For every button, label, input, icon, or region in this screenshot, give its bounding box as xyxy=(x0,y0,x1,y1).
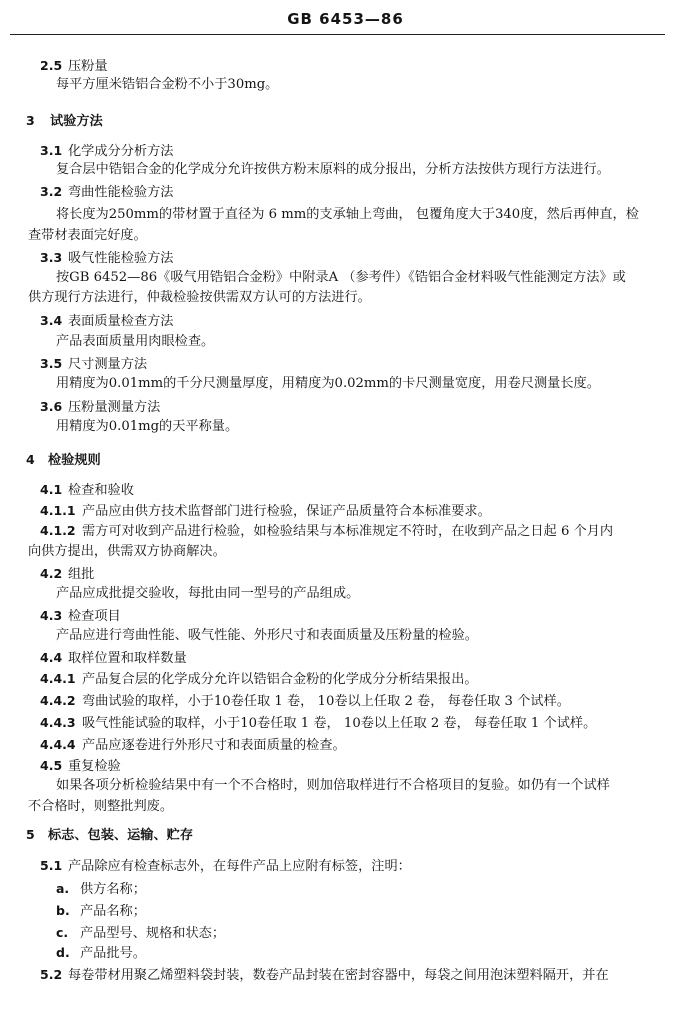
body-line xyxy=(56,375,600,393)
clause-number: 4.4.1 xyxy=(40,671,76,686)
line-text: 检查和验收 xyxy=(68,483,134,498)
clause-number: 5 xyxy=(26,827,35,842)
section-heading xyxy=(26,112,103,130)
line-text: 重复检验 xyxy=(68,759,121,774)
line-text: 产品应由供方技术监督部门进行检验，保证产品质量符合本标准要求。 xyxy=(82,504,491,519)
clause-number: 3.4 xyxy=(40,313,63,328)
body-line xyxy=(28,227,147,245)
line-text: 产品型号、规格和状态； xyxy=(80,926,226,941)
clause-number: d. xyxy=(56,945,70,960)
line-text: 弯曲性能检验方法 xyxy=(68,185,174,200)
clause-number: 3.3 xyxy=(40,250,63,265)
page-header: GB 6453—86 xyxy=(287,10,404,28)
body-line xyxy=(28,798,173,816)
clause-number: 4.4.2 xyxy=(40,693,76,708)
clause-line xyxy=(40,481,134,499)
clause-number: 3.1 xyxy=(40,143,63,158)
body-line xyxy=(56,206,639,224)
clause-line xyxy=(56,880,146,898)
clause-number: c. xyxy=(56,925,69,940)
clause-number: 4.1 xyxy=(40,482,63,497)
line-text: 按GB 6452—86《吸气用锆铝合金粉》中附录A （参考件）《锆铝合金材料吸气性能测定方法》或 xyxy=(56,270,626,285)
clause-number: 5.1 xyxy=(40,858,63,873)
line-text: 产品除应有检查标志外，在每件产品上应附有标签，注明： xyxy=(68,859,411,874)
clause-number: 2.5 xyxy=(40,58,63,73)
line-text: 产品名称； xyxy=(80,904,146,919)
clause-line xyxy=(40,502,491,520)
clause-number: 4.2 xyxy=(40,566,63,581)
body-line xyxy=(56,418,238,436)
line-text: 不合格时，则整批判废。 xyxy=(28,799,174,814)
clause-number: 4.4.4 xyxy=(40,737,76,752)
clause-line xyxy=(40,312,174,330)
line-text: 吸气性能试验的取样，小于10卷任取 1 卷， 10卷以上任取 2 卷， 每卷任取 1 个试样。 xyxy=(82,716,597,731)
line-text: 表面质量检查方法 xyxy=(68,314,174,329)
line-text: 试验方法 xyxy=(50,114,103,129)
line-text: 组批 xyxy=(68,567,95,582)
line-text: 化学成分分析方法 xyxy=(68,144,174,159)
clause-line xyxy=(56,902,146,920)
line-text: 需方可对收到产品进行检验，如检验结果与本标准规定不符时，在收到产品之日起 6 个月内 xyxy=(82,524,614,539)
clause-number: b. xyxy=(56,903,70,918)
body-line xyxy=(56,585,359,603)
clause-line xyxy=(40,607,121,625)
clause-line xyxy=(40,398,160,416)
clause-number: 5.2 xyxy=(40,967,63,982)
line-text: 用精度为0.01mm的千分尺测量厚度，用精度为0.02mm的卡尺测量宽度，用卷尺测量长度。 xyxy=(56,376,600,391)
line-text: 如果各项分析检验结果中有一个不合格时，则加倍取样进行不合格项目的复验。如仍有一个试样 xyxy=(56,778,610,793)
line-text: 复合层中锆铝合金的化学成分允许按供方粉末原料的成分报出，分析方法按供方现行方法进行。 xyxy=(56,162,610,177)
body-line xyxy=(56,627,478,645)
clause-number: 3.5 xyxy=(40,356,63,371)
line-text: 压粉量测量方法 xyxy=(68,400,161,415)
line-text: 将长度为250mm的带材置于直径为 6 mm的支承轴上弯曲， 包覆角度大于340度，然后再伸直，检 xyxy=(56,207,639,222)
line-text: 产品复合层的化学成分允许以锆铝合金粉的化学成分分析结果报出。 xyxy=(82,672,478,687)
line-text: 查带材表面完好度。 xyxy=(28,228,147,243)
clause-line xyxy=(56,924,225,942)
clause-line xyxy=(40,857,411,875)
clause-line xyxy=(40,183,174,201)
line-text: 每平方厘米锆铝合金粉不小于30mg。 xyxy=(56,77,279,92)
line-text: 产品批号。 xyxy=(80,946,146,961)
clause-line xyxy=(40,249,174,267)
line-text: 向供方提出，供需双方协商解决。 xyxy=(28,544,226,559)
clause-line xyxy=(40,649,187,667)
clause-line xyxy=(40,757,121,775)
line-text: 尺寸测量方法 xyxy=(68,357,148,372)
line-text: 每卷带材用聚乙烯塑料袋封装，数卷产品封装在密封容器中，每袋之间用泡沫塑料隔开，并在 xyxy=(68,968,609,983)
clause-number: 4.1.2 xyxy=(40,523,76,538)
line-text: 产品应逐卷进行外形尺寸和表面质量的检查。 xyxy=(82,738,346,753)
clause-number: 3.2 xyxy=(40,184,63,199)
line-text: 标志、包装、运输、贮存 xyxy=(48,828,194,843)
body-line xyxy=(56,161,610,179)
line-text: 检查项目 xyxy=(68,609,121,624)
clause-line xyxy=(40,692,570,710)
body-line xyxy=(56,333,214,351)
body-line xyxy=(56,269,626,287)
clause-line xyxy=(40,565,94,583)
line-text: 吸气性能检验方法 xyxy=(68,251,174,266)
clause-line xyxy=(40,714,596,732)
clause-line xyxy=(40,355,147,373)
line-text: 弯曲试验的取样，小于10卷任取 1 卷， 10卷以上任取 2 卷， 每卷任取 3 个试样。 xyxy=(82,694,570,709)
clause-line xyxy=(40,142,174,160)
clause-number: 4.1.1 xyxy=(40,503,76,518)
clause-number: 4.4.3 xyxy=(40,715,76,730)
section-heading xyxy=(26,826,193,844)
clause-line xyxy=(40,670,478,688)
clause-number: 4 xyxy=(26,452,35,467)
clause-number: 4.5 xyxy=(40,758,63,773)
clause-number: a. xyxy=(56,881,70,896)
clause-number: 3 xyxy=(26,113,35,128)
line-text: 压粉量 xyxy=(68,59,108,74)
line-text: 产品应进行弯曲性能、吸气性能、外形尺寸和表面质量及压粉量的检验。 xyxy=(56,628,478,643)
line-text: 供方现行方法进行，仲裁检验按供需双方认可的方法进行。 xyxy=(28,290,371,305)
clause-line xyxy=(56,944,146,962)
line-text: 产品应成批提交验收，每批由同一型号的产品组成。 xyxy=(56,586,360,601)
line-text: 取样位置和取样数量 xyxy=(68,651,187,666)
clause-number: 4.3 xyxy=(40,608,63,623)
line-text: 检验规则 xyxy=(48,453,101,468)
clause-line xyxy=(40,966,609,984)
clause-line xyxy=(40,522,613,540)
line-text: 供方名称； xyxy=(80,882,146,897)
clause-number: 3.6 xyxy=(40,399,63,414)
clause-line xyxy=(40,57,108,75)
line-text: 产品表面质量用肉眼检查。 xyxy=(56,334,215,349)
body-line xyxy=(56,76,278,94)
line-text: 用精度为0.01mg的天平称量。 xyxy=(56,419,239,434)
clause-number: 4.4 xyxy=(40,650,63,665)
body-line xyxy=(28,543,226,561)
header-rule xyxy=(10,34,665,35)
section-heading xyxy=(26,451,101,469)
body-line xyxy=(56,777,610,795)
body-line xyxy=(28,289,371,307)
clause-line xyxy=(40,736,346,754)
